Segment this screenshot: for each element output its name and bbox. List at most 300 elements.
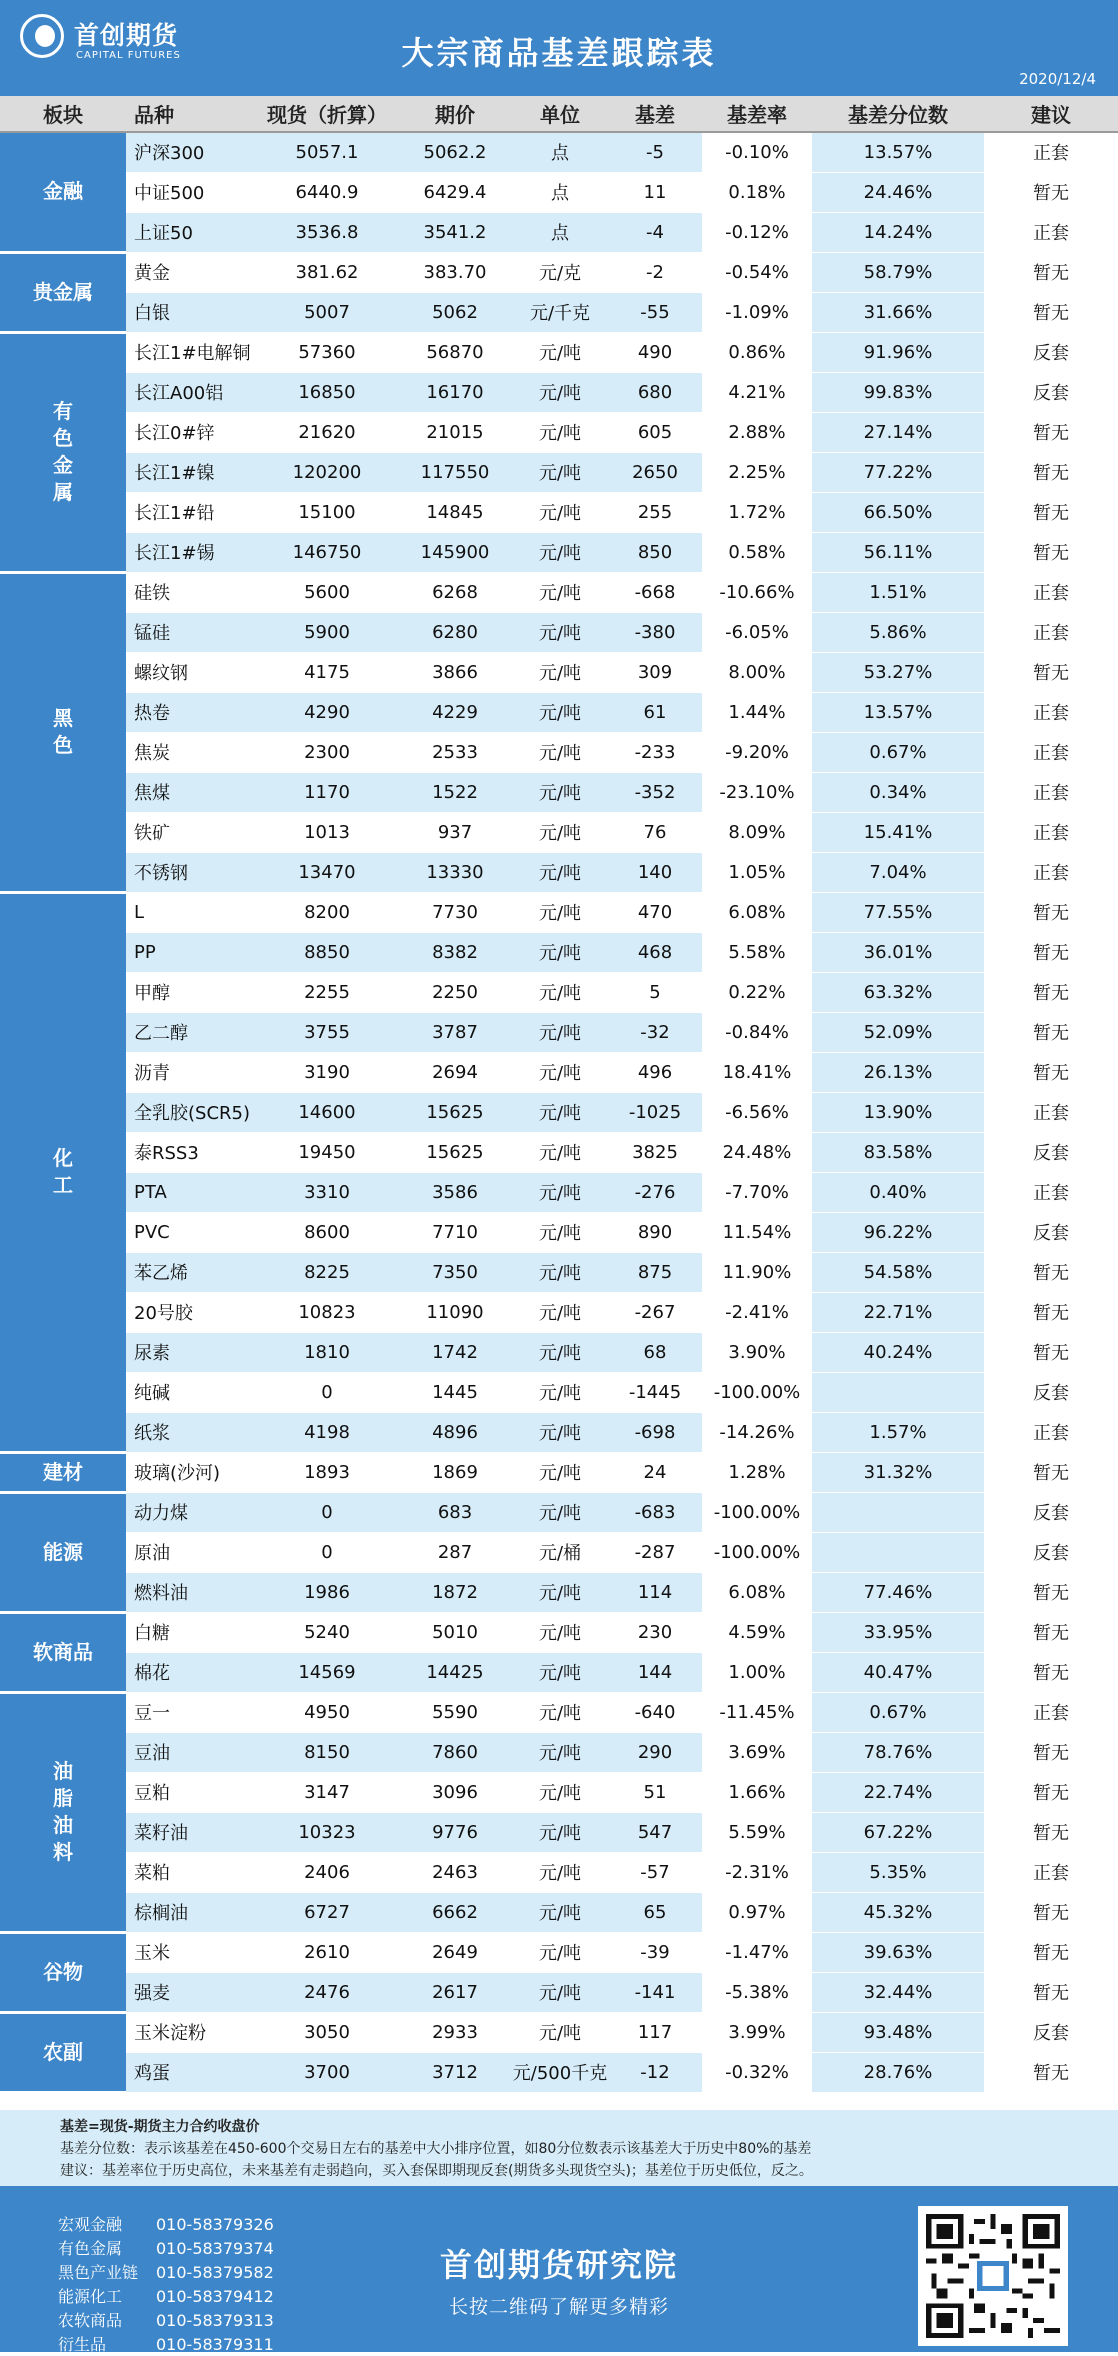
contact-name: 宏观金融	[58, 2215, 123, 2234]
cell-spot: 2255	[256, 972, 398, 1012]
cell-unit: 元/吨	[512, 1932, 608, 1972]
cell-spot: 3147	[256, 1772, 398, 1812]
cell-spot: 3190	[256, 1052, 398, 1092]
cell-advice: 暂无	[984, 652, 1118, 692]
cell-advice: 反套	[984, 2012, 1118, 2052]
cell-basis-percentile: 39.63%	[812, 1932, 984, 1972]
cell-basis-rate: 0.18%	[702, 172, 812, 212]
cell-basis-rate: 6.08%	[702, 892, 812, 932]
cell-spot: 5007	[256, 292, 398, 332]
cell-unit: 元/吨	[512, 452, 608, 492]
logo-cn: 首创期货	[74, 21, 179, 50]
cell-basis-rate: 11.54%	[702, 1212, 812, 1252]
contact-phone: 010-58379582	[156, 2263, 274, 2282]
cell-product: 铁矿	[126, 812, 256, 852]
cell-basis-percentile: 0.34%	[812, 772, 984, 812]
cell-product: 上证50	[126, 212, 256, 252]
table-row	[0, 772, 1118, 812]
cell-unit: 元/吨	[512, 892, 608, 932]
cell-advice: 正套	[984, 852, 1118, 892]
table-row	[0, 1852, 1118, 1892]
table-row	[0, 1732, 1118, 1772]
cell-basis-rate: -0.32%	[702, 2052, 812, 2092]
cell-advice: 暂无	[984, 1252, 1118, 1292]
cell-basis-rate: -9.20%	[702, 732, 812, 772]
cell-basis-percentile: 5.35%	[812, 1852, 984, 1892]
cell-futures: 7860	[398, 1732, 512, 1772]
cell-unit: 元/吨	[512, 652, 608, 692]
cell-spot: 1893	[256, 1452, 398, 1492]
contact-name: 黑色产业链	[58, 2263, 139, 2282]
cell-spot: 146750	[256, 532, 398, 572]
cell-unit: 元/吨	[512, 692, 608, 732]
cell-futures: 937	[398, 812, 512, 852]
cell-basis-rate: -100.00%	[702, 1372, 812, 1412]
cell-basis-percentile: 31.66%	[812, 292, 984, 332]
cell-basis-rate: -0.54%	[702, 252, 812, 292]
contact-phone: 010-58379326	[156, 2215, 274, 2234]
table-row	[0, 1652, 1118, 1692]
cell-advice: 正套	[984, 572, 1118, 612]
cell-advice: 正套	[984, 772, 1118, 812]
cell-basis: -39	[608, 1932, 702, 1972]
col-unit: 单位	[512, 96, 608, 132]
cell-product: L	[126, 892, 256, 932]
cell-unit: 元/吨	[512, 1452, 608, 1492]
cell-basis: -233	[608, 732, 702, 772]
cell-basis: 547	[608, 1812, 702, 1852]
cell-futures: 56870	[398, 332, 512, 372]
cell-basis: 114	[608, 1572, 702, 1612]
cell-spot: 3700	[256, 2052, 398, 2092]
cell-unit: 元/吨	[512, 372, 608, 412]
sector-cell: 有 色 金 属	[0, 332, 126, 572]
cell-unit: 点	[512, 212, 608, 252]
cell-basis: -1025	[608, 1092, 702, 1132]
contact-name: 衍生品	[58, 2335, 107, 2354]
cell-unit: 元/吨	[512, 932, 608, 972]
cell-spot: 8200	[256, 892, 398, 932]
cell-basis: -640	[608, 1692, 702, 1732]
cell-spot: 0	[256, 1492, 398, 1532]
cell-unit: 元/吨	[512, 1132, 608, 1172]
cell-basis: 230	[608, 1612, 702, 1652]
cell-basis-rate: 1.72%	[702, 492, 812, 532]
cell-advice: 暂无	[984, 1052, 1118, 1092]
cell-basis: 5	[608, 972, 702, 1012]
table-row	[0, 1892, 1118, 1932]
cell-product: 焦煤	[126, 772, 256, 812]
note-advice: 建议：基差率位于历史高位，未来基差有走弱趋向，买入套保即期现反套(期货多头现货空头)；基差位于历史低位，反之。	[60, 2163, 813, 2179]
cell-advice: 暂无	[984, 1732, 1118, 1772]
cell-unit: 元/吨	[512, 1012, 608, 1052]
cell-basis-rate: 0.22%	[702, 972, 812, 1012]
table-row	[0, 1932, 1118, 1972]
table-row	[0, 1812, 1118, 1852]
basis-table	[0, 96, 1118, 2094]
cell-unit: 元/吨	[512, 1092, 608, 1132]
table-row	[0, 1572, 1118, 1612]
cell-futures: 1445	[398, 1372, 512, 1412]
table-row	[0, 1332, 1118, 1372]
cell-futures: 1872	[398, 1572, 512, 1612]
contact-name: 农软商品	[58, 2311, 123, 2330]
cell-basis-rate: -11.45%	[702, 1692, 812, 1732]
cell-product: 纸浆	[126, 1412, 256, 1452]
cell-advice: 正套	[984, 692, 1118, 732]
cell-futures: 2617	[398, 1972, 512, 2012]
cell-basis-rate: -2.31%	[702, 1852, 812, 1892]
cell-spot: 3536.8	[256, 212, 398, 252]
cell-basis-percentile: 45.32%	[812, 1892, 984, 1932]
cell-spot: 14600	[256, 1092, 398, 1132]
table-header-row	[0, 96, 1118, 132]
cell-unit: 元/吨	[512, 1972, 608, 2012]
cell-basis-rate: 2.88%	[702, 412, 812, 452]
cell-basis: -352	[608, 772, 702, 812]
cell-unit: 元/吨	[512, 772, 608, 812]
cell-advice: 暂无	[984, 1772, 1118, 1812]
cell-futures: 5062	[398, 292, 512, 332]
contact-phone: 010-58379412	[156, 2287, 274, 2306]
cell-basis: 68	[608, 1332, 702, 1372]
table-row	[0, 1292, 1118, 1332]
table-row	[0, 652, 1118, 692]
cell-spot: 0	[256, 1372, 398, 1412]
cell-advice: 反套	[984, 372, 1118, 412]
cell-unit: 元/吨	[512, 1892, 608, 1932]
cell-basis: 890	[608, 1212, 702, 1252]
table-row	[0, 732, 1118, 772]
cell-unit: 元/吨	[512, 572, 608, 612]
table-row	[0, 412, 1118, 452]
cell-spot: 120200	[256, 452, 398, 492]
cell-spot: 16850	[256, 372, 398, 412]
cell-unit: 元/吨	[512, 1412, 608, 1452]
cell-basis: 11	[608, 172, 702, 212]
table-row	[0, 532, 1118, 572]
cell-product: 黄金	[126, 252, 256, 292]
logo-en: CAPITAL FUTURES	[76, 50, 181, 61]
cell-unit: 元/吨	[512, 2012, 608, 2052]
cell-basis-rate: 1.28%	[702, 1452, 812, 1492]
cell-unit: 元/吨	[512, 532, 608, 572]
cell-basis-percentile: 56.11%	[812, 532, 984, 572]
cell-basis-percentile: 1.51%	[812, 572, 984, 612]
cell-basis: -267	[608, 1292, 702, 1332]
cell-basis-percentile: 40.24%	[812, 1332, 984, 1372]
cell-basis-percentile: 77.55%	[812, 892, 984, 932]
cell-unit: 点	[512, 132, 608, 172]
cell-futures: 11090	[398, 1292, 512, 1332]
table-row	[0, 1172, 1118, 1212]
contact-item	[58, 2332, 274, 2356]
cell-unit: 元/吨	[512, 492, 608, 532]
note-percentile: 基差分位数：表示该基差在450-600个交易日左右的基差中大小排序位置，如80分位数表示该基差大于历史中80%的基差	[60, 2141, 812, 2157]
cell-basis-percentile: 5.86%	[812, 612, 984, 652]
cell-futures: 2933	[398, 2012, 512, 2052]
cell-basis-percentile: 67.22%	[812, 1812, 984, 1852]
cell-product: 白银	[126, 292, 256, 332]
cell-futures: 2694	[398, 1052, 512, 1092]
cell-product: 长江1#镍	[126, 452, 256, 492]
table-row	[0, 1212, 1118, 1252]
cell-futures: 1522	[398, 772, 512, 812]
cell-basis: 309	[608, 652, 702, 692]
cell-futures: 13330	[398, 852, 512, 892]
sector-cell: 黑 色	[0, 572, 126, 892]
cell-basis-percentile: 13.57%	[812, 692, 984, 732]
cell-basis-rate: 5.58%	[702, 932, 812, 972]
cell-basis-percentile: 27.14%	[812, 412, 984, 452]
cell-product: 不锈钢	[126, 852, 256, 892]
cell-basis-rate: -2.41%	[702, 1292, 812, 1332]
cell-spot: 15100	[256, 492, 398, 532]
cell-futures: 383.70	[398, 252, 512, 292]
qr-code-icon[interactable]	[918, 2206, 1068, 2346]
cell-basis-rate: 0.86%	[702, 332, 812, 372]
cell-basis-rate: 1.66%	[702, 1772, 812, 1812]
cell-basis: -668	[608, 572, 702, 612]
cell-unit: 元/吨	[512, 1292, 608, 1332]
table-row	[0, 1492, 1118, 1532]
cell-product: PVC	[126, 1212, 256, 1252]
cell-product: 螺纹钢	[126, 652, 256, 692]
cell-spot: 3310	[256, 1172, 398, 1212]
cell-basis: -5	[608, 132, 702, 172]
cell-product: PTA	[126, 1172, 256, 1212]
cell-spot: 1013	[256, 812, 398, 852]
cell-basis: -380	[608, 612, 702, 652]
cell-unit: 元/吨	[512, 1732, 608, 1772]
cell-advice: 反套	[984, 332, 1118, 372]
cell-spot: 3050	[256, 2012, 398, 2052]
cell-advice: 暂无	[984, 532, 1118, 572]
cell-basis-rate: 3.99%	[702, 2012, 812, 2052]
cell-futures: 2649	[398, 1932, 512, 1972]
cell-advice: 反套	[984, 1132, 1118, 1172]
cell-unit: 元/吨	[512, 852, 608, 892]
table-row	[0, 1412, 1118, 1452]
table-row	[0, 1132, 1118, 1172]
cell-basis: 2650	[608, 452, 702, 492]
cell-basis-percentile: 0.67%	[812, 1692, 984, 1732]
cell-product: 焦炭	[126, 732, 256, 772]
cell-product: 菜粕	[126, 1852, 256, 1892]
cell-product: 豆油	[126, 1732, 256, 1772]
cell-basis: 255	[608, 492, 702, 532]
table-row	[0, 612, 1118, 652]
cell-unit: 元/500千克	[512, 2052, 608, 2092]
cell-futures: 3586	[398, 1172, 512, 1212]
sector-cell: 谷物	[0, 1932, 126, 2012]
cell-unit: 元/吨	[512, 972, 608, 1012]
cell-futures: 15625	[398, 1132, 512, 1172]
cell-futures: 5590	[398, 1692, 512, 1732]
cell-product: 苯乙烯	[126, 1252, 256, 1292]
cell-unit: 元/吨	[512, 1052, 608, 1092]
cell-spot: 5057.1	[256, 132, 398, 172]
cell-basis-percentile	[812, 1492, 984, 1532]
cell-futures: 2533	[398, 732, 512, 772]
cell-product: 乙二醇	[126, 1012, 256, 1052]
cell-spot: 21620	[256, 412, 398, 452]
cell-futures: 9776	[398, 1812, 512, 1852]
table-row	[0, 1252, 1118, 1292]
cell-basis: -276	[608, 1172, 702, 1212]
cell-unit: 元/吨	[512, 1372, 608, 1412]
cell-basis-rate: -1.09%	[702, 292, 812, 332]
cell-basis-percentile: 36.01%	[812, 932, 984, 972]
table-row	[0, 212, 1118, 252]
cell-basis: -4	[608, 212, 702, 252]
cell-basis: 144	[608, 1652, 702, 1692]
cell-product: 豆一	[126, 1692, 256, 1732]
cell-advice: 暂无	[984, 252, 1118, 292]
cell-futures: 4229	[398, 692, 512, 732]
cell-basis: 61	[608, 692, 702, 732]
cell-spot: 1810	[256, 1332, 398, 1372]
table-row	[0, 812, 1118, 852]
cell-basis: -698	[608, 1412, 702, 1452]
contact-name: 有色金属	[58, 2239, 123, 2258]
cell-advice: 暂无	[984, 1332, 1118, 1372]
cell-basis: 51	[608, 1772, 702, 1812]
cell-advice: 暂无	[984, 972, 1118, 1012]
cell-basis-percentile	[812, 1372, 984, 1412]
cell-advice: 暂无	[984, 1572, 1118, 1612]
cell-basis-percentile: 1.57%	[812, 1412, 984, 1452]
cell-advice: 暂无	[984, 452, 1118, 492]
table-row	[0, 332, 1118, 372]
cell-advice: 反套	[984, 1212, 1118, 1252]
cell-product: 热卷	[126, 692, 256, 732]
cell-basis-percentile: 77.22%	[812, 452, 984, 492]
cell-basis: 24	[608, 1452, 702, 1492]
table-row	[0, 292, 1118, 332]
cell-product: 玉米	[126, 1932, 256, 1972]
cell-spot: 4290	[256, 692, 398, 732]
cell-futures: 7710	[398, 1212, 512, 1252]
cell-basis-percentile: 7.04%	[812, 852, 984, 892]
cell-basis: -55	[608, 292, 702, 332]
table-row	[0, 572, 1118, 612]
sector-cell: 农副	[0, 2012, 126, 2092]
cell-unit: 元/吨	[512, 1252, 608, 1292]
cell-basis-rate: -6.05%	[702, 612, 812, 652]
cell-basis-rate: 0.58%	[702, 532, 812, 572]
institute-name: 首创期货研究院	[439, 2246, 678, 2284]
cell-advice: 暂无	[984, 1812, 1118, 1852]
cell-basis-rate: 4.21%	[702, 372, 812, 412]
cell-futures: 6429.4	[398, 172, 512, 212]
cell-basis-rate: 3.90%	[702, 1332, 812, 1372]
cell-basis-rate: 0.97%	[702, 1892, 812, 1932]
note-basis-definition: 基差=现货-期货主力合约收盘价	[60, 2119, 260, 2135]
cell-futures: 5062.2	[398, 132, 512, 172]
table-row	[0, 172, 1118, 212]
cell-basis: 470	[608, 892, 702, 932]
cell-product: 20号胶	[126, 1292, 256, 1332]
cell-unit: 元/吨	[512, 812, 608, 852]
cell-basis: 680	[608, 372, 702, 412]
cell-unit: 元/吨	[512, 1492, 608, 1532]
cell-basis-percentile: 91.96%	[812, 332, 984, 372]
table-row	[0, 972, 1118, 1012]
cell-basis: -287	[608, 1532, 702, 1572]
cell-basis: 605	[608, 412, 702, 452]
table-row	[0, 932, 1118, 972]
cell-spot: 4950	[256, 1692, 398, 1732]
cell-spot: 14569	[256, 1652, 398, 1692]
sector-cell: 能源	[0, 1492, 126, 1612]
cell-basis: -1445	[608, 1372, 702, 1412]
table-row	[0, 892, 1118, 932]
cell-futures: 3541.2	[398, 212, 512, 252]
cell-basis-rate: -0.10%	[702, 132, 812, 172]
cell-spot: 2610	[256, 1932, 398, 1972]
table-row	[0, 1372, 1118, 1412]
cell-basis-rate: 18.41%	[702, 1052, 812, 1092]
cell-basis-percentile: 28.76%	[812, 2052, 984, 2092]
cell-basis-rate: 5.59%	[702, 1812, 812, 1852]
cell-product: 长江1#锡	[126, 532, 256, 572]
cell-advice: 暂无	[984, 1892, 1118, 1932]
contact-phone: 010-58379313	[156, 2311, 274, 2330]
cell-basis: 76	[608, 812, 702, 852]
cell-basis-percentile: 33.95%	[812, 1612, 984, 1652]
cell-advice: 暂无	[984, 1012, 1118, 1052]
cell-futures: 3787	[398, 1012, 512, 1052]
cell-basis-rate: -10.66%	[702, 572, 812, 612]
cell-basis-rate: 6.08%	[702, 1572, 812, 1612]
cell-basis-percentile: 15.41%	[812, 812, 984, 852]
table-row	[0, 1052, 1118, 1092]
cell-advice: 正套	[984, 812, 1118, 852]
table-row	[0, 1772, 1118, 1812]
cell-product: 纯碱	[126, 1372, 256, 1412]
cell-product: 动力煤	[126, 1492, 256, 1532]
contact-name: 能源化工	[58, 2287, 123, 2306]
cell-futures: 2463	[398, 1852, 512, 1892]
cell-advice: 正套	[984, 1092, 1118, 1132]
cell-advice: 暂无	[984, 1652, 1118, 1692]
cell-advice: 暂无	[984, 1292, 1118, 1332]
cell-basis-percentile: 24.46%	[812, 172, 984, 212]
cell-spot: 19450	[256, 1132, 398, 1172]
cell-unit: 元/吨	[512, 1212, 608, 1252]
cell-spot: 10323	[256, 1812, 398, 1852]
cell-product: 沥青	[126, 1052, 256, 1092]
cell-product: 甲醇	[126, 972, 256, 1012]
table-row	[0, 492, 1118, 532]
cell-product: 燃料油	[126, 1572, 256, 1612]
cell-advice: 正套	[984, 1852, 1118, 1892]
cell-basis: -12	[608, 2052, 702, 2092]
cell-futures: 8382	[398, 932, 512, 972]
cell-basis-rate: 2.25%	[702, 452, 812, 492]
cell-basis-rate: 1.05%	[702, 852, 812, 892]
sector-cell: 软商品	[0, 1612, 126, 1692]
cell-advice: 正套	[984, 1692, 1118, 1732]
cell-basis-rate: 4.59%	[702, 1612, 812, 1652]
cell-unit: 元/吨	[512, 612, 608, 652]
cell-futures: 3866	[398, 652, 512, 692]
col-product: 品种	[126, 96, 256, 132]
cell-product: 玉米淀粉	[126, 2012, 256, 2052]
col-basis-percentile: 基差分位数	[812, 96, 984, 132]
cell-spot: 1986	[256, 1572, 398, 1612]
